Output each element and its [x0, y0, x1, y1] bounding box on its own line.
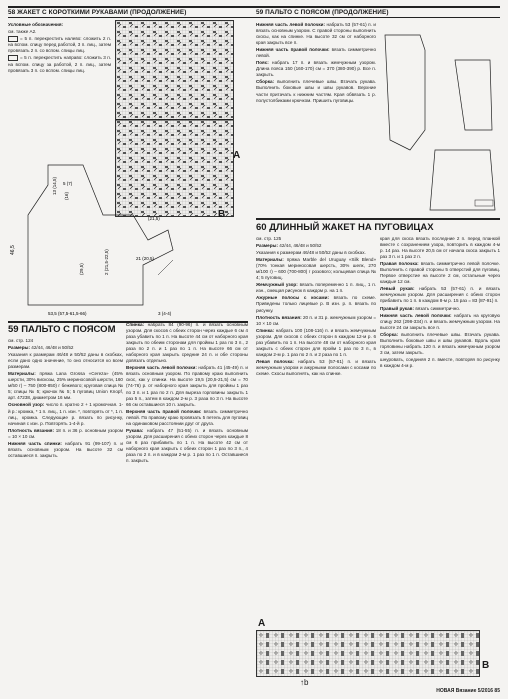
section60-rule — [256, 218, 500, 220]
s60-lower: набрать на круговую спицу 262 (298-334) п. и вязать жемчужным узором. На высоте 24 см закрыть все п. — [380, 312, 500, 330]
section59-col1 — [8, 338, 123, 460]
jersey-text: вязать попеременно 1 п. лиц., 1 п. изн., смещая рисунок в каждом р. на 1 п. — [256, 282, 377, 294]
sizes-label: Размеры: — [8, 345, 30, 351]
top-rule — [8, 6, 500, 8]
sleeves-title: Рукава: — [126, 427, 144, 433]
s60-right-title: Правая полочка: — [380, 261, 419, 267]
header-left: 58 ЖАКЕТ С КОРОТКИМИ РУКАВАМИ (ПРОДОЛЖЕНИЕ) — [8, 9, 187, 16]
chart-label-b: В — [218, 209, 226, 220]
section59-photo: см. стр. 124 — [8, 338, 34, 343]
lower-back-text: набрать 91 (99-107) п. и вязать основным узором. На высоте 32 см оставшиеся п. закрыть. — [8, 440, 123, 458]
sleeves-text: набрать 47 (51-55) п. и вязать основным узором. Для расширения с обеих сторон через каждые 8 см 6 раз прибавить по 1 п. На высоте 42 см от наборного края закрыть с обеих сторон 1 раз по 3 п., 4 раза по 2 п. и в каждом 2-м р. 1 раз по 1 п. Оставшиеся п. закрыть. — [126, 427, 248, 464]
section59-col2 — [126, 322, 248, 465]
s60-assembly: выполнить плечевые швы. Втачать рукава. Выполнить боковые швы и швы рукавов. Вдоль края горловины набрать 120 п. и вязать жемчужным узором 3 см, затем закрыть. — [380, 331, 500, 355]
s60-sleeve-title: Левый рукав: — [380, 286, 415, 292]
lower-left-title: Нижняя часть левой полочки: — [256, 22, 326, 27]
footer-label-a: A — [258, 618, 266, 629]
s60-right: вязать симметрично левой полочке. Выполнить с правой стороны 5 отверстий для пуговиц. Первое отверстие на высоте 2 см, остальные через каждые 12 см. — [380, 261, 500, 285]
s60-materials: пряжа Marble del Uruguay «Silk Blend» (70% тонкая мериносовая шерсть, 30% шелк, 270 м/100 г) – 600 (700-800) г розового; кольцевая спица № 4; 5 пуговиц. — [256, 257, 376, 281]
knitting-chart-60 — [256, 630, 480, 677]
lower-back-title: Нижняя часть спинки: — [8, 440, 62, 446]
belt-text: набрать 17 п. и вязать жемчужным узором. Длина пояса 150 (160-170) см = 370 (380-390) р. Все п. закрыть. — [256, 60, 376, 78]
s60-density: 20 п. и 31 р. жемчужным узором = 10 × 10 см. — [256, 314, 376, 326]
lower-right-text: вязать симметрично левой. — [256, 47, 376, 59]
legend-block — [8, 22, 111, 75]
measure-3: (16) — [64, 191, 69, 200]
pattern-text: число п. кратно 2 + 1 кромочная. 1-й р.: кромка, * 1 п. лиц., 1 п. изн. *, повторять от *, 1 п. лиц., кромка. Следующие р. вязать по рисунку, начиная с изн. р. Повторять 1-4-й р. — [8, 402, 124, 426]
section60-col2 — [380, 236, 500, 370]
pattern-label: Основной узор: — [8, 402, 45, 408]
measure-8: (21,5) — [148, 216, 160, 221]
pattern-schematic-58 — [8, 155, 188, 320]
legend-item2: = 5 п. перекрестить направо: сложить 3 п. на вспом. спицу за работой, 2 п. лиц., затем провязать 3 п. со вспом. спицы лиц. — [8, 55, 111, 73]
measure-7: 21 (20,5) — [136, 256, 155, 261]
assembly-text: выполнить плечевые швы. Втачать рукава. Выполнить боковые швы и швы рукавов. Верхние части притачать к нижним частям. Края обвязать 1 р. полустолбиками крючком. Пришить пуговицы. — [256, 79, 376, 103]
section59-continued — [256, 22, 376, 105]
legend-see: см. также А2. — [8, 29, 37, 35]
s60-materials-label: Материалы: — [256, 257, 284, 263]
s60-lower-title: Нижняя часть левой полочки: — [380, 312, 452, 318]
measure-10: 3 (4-4) — [158, 311, 172, 316]
s60-sizes-label: Размеры: — [256, 243, 278, 249]
braid-text: вязать по схеме. Приведены только лицевые р. В изн. р. п. вязать по рисунку. — [256, 295, 376, 313]
lower-right-title: Нижняя часть правой полочки: — [256, 47, 330, 53]
s60-back: набрать 100 (108-116) п. и вязать жемчужным узором. Для скосов с обеих сторон в каждом 12-м р. 6 раз убавить по 1 п. На высоте 48 см от наборного края закрыть с обеих сторон для пройм 1 раз по 3 п., в каждом 2-м р. 1 раз по 2 п. и 2 раза по 1 п. — [256, 327, 376, 357]
measure-1: 46,5 — [10, 245, 16, 255]
section60-title: 60 ДЛИННЫЙ ЖАКЕТ НА ПУГОВИЦАХ — [256, 222, 434, 233]
jersey-label: Жемчужный узор: — [256, 282, 298, 288]
s60-rsleeve: вязать симметрично. — [415, 305, 461, 311]
s60-note: Указания к размерам 46/48 и 50/52 даны в скобках. — [256, 250, 366, 256]
s60-density-label: Плотность вязания: — [256, 314, 302, 320]
s60-sleeve: набрать 53 (57-61) п. и вязать жемчужным узором. Для расширения с обеих сторон прибавить по 1 п. в каждом 8-м р. 15 раз = 83 (87-91) п. — [380, 286, 500, 304]
sizes-value: 42/44, 46/48 и 50/52 — [31, 345, 74, 351]
measure-4: (29,5) — [79, 263, 84, 275]
left-front-text: набрать 41 (45-49) п. и вязать основным узором. По правому краю выполнить скос, как у спинки. На высоте 19,5 (20,5-21,5) см = 70 (74-76) р. от наборного края закрыть для проймы 1 раз по 3 п. и 1 раз по 2 п. Для выреза горловины закрыть 1 раз 5 п., затем в каждом 2-м р. 3 раза по 3 п. На высоте 66 см оставшиеся 10 п. закрыть. — [126, 365, 248, 407]
measure-5: 5 (7) — [63, 181, 73, 186]
chart-grid-60 — [257, 631, 479, 676]
right-front-text: вязать симметрично левой. По правому краю провязать 5 петель для пуговиц на одинаковом расстоянии друг от друга. — [126, 408, 248, 426]
sizes-note: Указания к размерам 46/48 и 50/52 даны в скобках, если дано одно значение, то оно относится ко всем размерам. — [8, 352, 123, 370]
legend-title: Условные обозначения: — [8, 22, 64, 27]
section60-photo: см. стр. 125 — [256, 236, 282, 241]
footer-label-b: B — [482, 660, 490, 671]
s60-left-title: Левая полочка: — [256, 358, 294, 364]
header-right: 59 ПАЛЬТО С ПОЯСОМ (ПРОДОЛЖЕНИЕ) — [256, 9, 389, 16]
lower-left-text: набрать 53 (57-61) п. и вязать основным узором. С правой стороны выполнить скосы, как на спинке. На высоте 32 см от наборного края закрыть все п. — [256, 22, 376, 46]
measure-9: 53,5 (57,5-61,5-66) — [48, 311, 87, 316]
section59-title: 59 ПАЛЬТО С ПОЯСОМ — [8, 324, 116, 335]
s60-left: набрать 53 (57-61) п. и вязать жемчужным узором и ажурными полосами с косами по схеме. Скосы выполнять, как на спинке. — [256, 358, 376, 376]
density-label: Плотность вязания: — [8, 427, 55, 433]
chart-label-a: А — [233, 150, 241, 161]
s60-sizes: 42/44, 46/48 и 50/52 — [279, 243, 322, 249]
cross-right-symbol — [8, 55, 18, 61]
legend-item1: = 5 п. перекрестить налево: сложить 2 п. на вспом. спицу перед работой, 3 п. лиц., затем провязать 2 п. со вспом. спицы лиц. — [8, 36, 111, 54]
measure-2: 13 (14,5) — [52, 176, 57, 195]
s60-back-title: Спинка: — [256, 327, 275, 333]
braid-label: Ажурные полосы с косами: — [256, 295, 330, 301]
materials-label: Материалы: — [8, 371, 36, 377]
back-title: Спинка: — [126, 322, 145, 327]
section60-col1 — [256, 236, 376, 378]
header-underline — [8, 17, 500, 18]
page-number: НОВАЯ Вязание 5/2016 85 — [436, 688, 500, 694]
assembly-title: Сборка: — [256, 79, 275, 85]
materials-text: пряжа Lana Grossa «Cereza» (45% шерсти, 30% вискозы, 25% мериносовой шерсти, 160 м/50 г) – 750 (800-850) г бежевого; круговая спица № 5; спицы № 5; крючок № 5; 5 пуговиц Union Knopf, арт. 47238, диаметром 16 мм. — [8, 371, 123, 401]
s60-last: шнуровать, соединяя 2 п. вместе, повторяя по рисунку в каждом 4-м р. — [380, 356, 500, 368]
measure-6: 2 (21,5-22,5) — [104, 249, 109, 275]
density-text: 18 п. и 36 р. основным узором = 10 × 10 см. — [8, 427, 124, 439]
right-front-title: Верхняя часть правой полочки: — [126, 408, 202, 414]
back-text: набрать 84 (90-96) п. и вязать основным узором. Для скосов с обеих сторон через каждые 6 см 4 раза убавить по 1 п. На высоте 44 см от наборного края закрыть по обеим сторонам для проймы 1 раз по 3 п., 2 раза по 2 п. и 1 раз по 1 п. На высоте 66 см от наборного края закрыть средние 24 п. и обе стороны довязать отдельно. — [126, 322, 248, 364]
s60-assembly-title: Сборка: — [380, 331, 399, 337]
footer-arrow: ↑b — [300, 678, 309, 687]
s60-cont: края для скоса вязать последние 2 п. перед планкой вместе с сохранением узора, повторить в каждом 4-м р. 14 раз. На высоте 20,5 см от начала скоса закрыть 1 раз 3 п. и 1 раз 2 п. — [380, 236, 500, 260]
left-front-title: Верхняя часть левой полочки: — [126, 365, 197, 371]
belt-title: Пояс: — [256, 60, 269, 66]
pattern-schematic-59 — [380, 20, 502, 220]
s60-rsleeve-title: Правый рукав: — [380, 305, 415, 311]
